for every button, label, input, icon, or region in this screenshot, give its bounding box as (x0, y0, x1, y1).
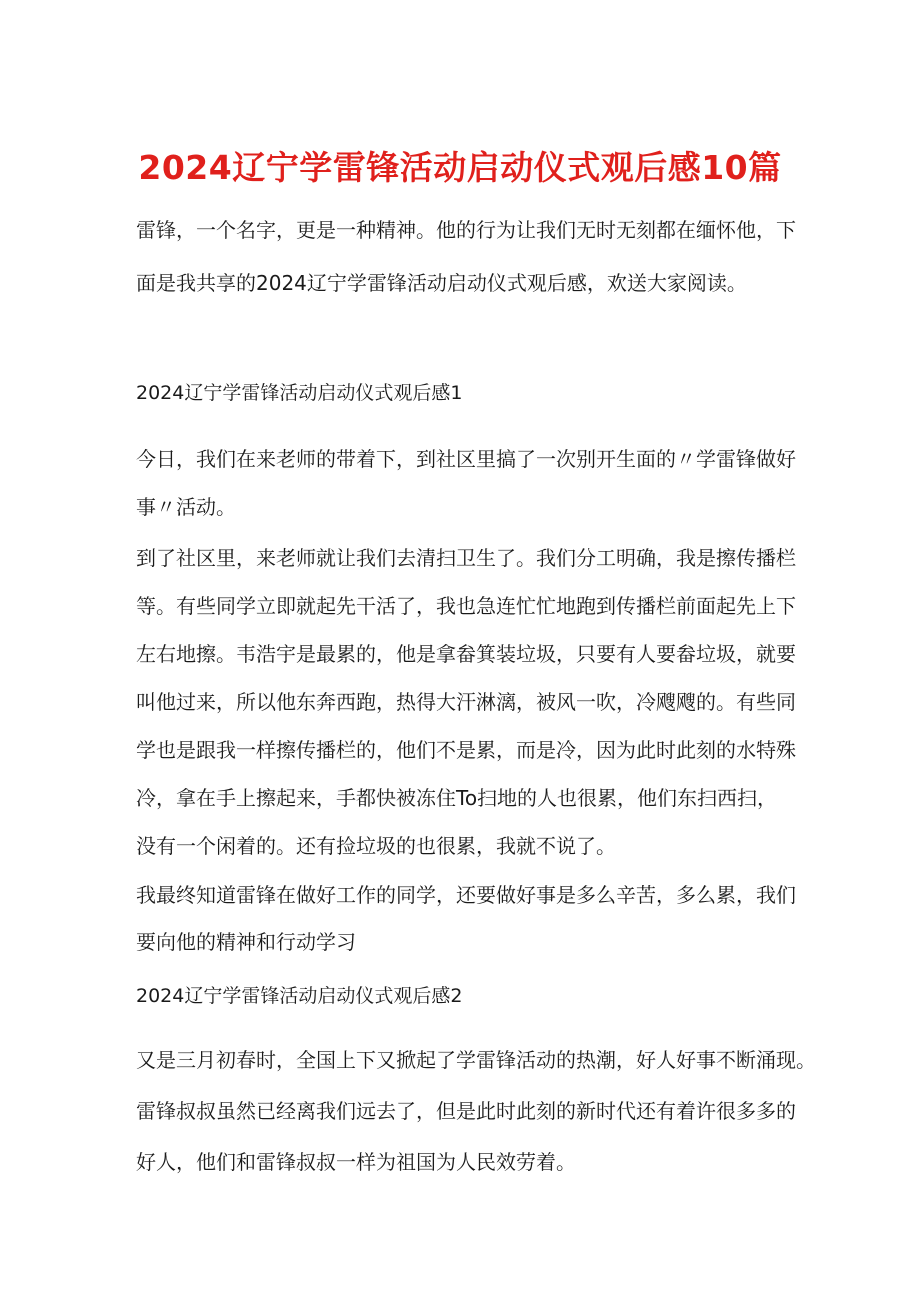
paragraph-line: 雷锋叔叔虽然已经离我们远去了，但是此时此刻的新时代还有着许很多多的 (136, 1099, 796, 1123)
section-heading: 2024辽宁学雷锋活动启动仪式观后感1 (136, 382, 463, 404)
paragraph-line: 学也是跟我一样擦传播栏的，他们不是累，而是冷，因为此时此刻的水特殊 (136, 738, 796, 762)
paragraph-line: 我最终知道雷锋在做好工作的同学，还要做好事是多么辛苦，多么累，我们 (136, 883, 796, 907)
intro-line: 面是我共享的2024辽宁学雷锋活动启动仪式观后感，欢送大家阅读。 (136, 271, 747, 295)
paragraph-line: 等。有些同学立即就起先干活了，我也急连忙忙地跑到传播栏前面起先上下 (136, 594, 796, 618)
intro-line: 雷锋，一个名字，更是一种精神。他的行为让我们无时无刻都在缅怀他，下 (136, 218, 796, 242)
paragraph-line: 没有一个闲着的。还有捡垃圾的也很累，我就不说了。 (136, 834, 616, 858)
paragraph-line: 冷，拿在手上擦起来，手都快被冻住To扫地的人也很累，他们东扫西扫， (136, 786, 778, 810)
document-title: 2024辽宁学雷锋活动启动仪式观后感10篇 (138, 148, 782, 187)
paragraph-line: 又是三月初春时，全国上下又掀起了学雷锋活动的热潮，好人好事不断涌现。 (136, 1048, 816, 1072)
paragraph-line: 到了社区里，来老师就让我们去清扫卫生了。我们分工明确，我是擦传播栏 (136, 546, 796, 570)
paragraph-line: 今日，我们在来老师的带着下，到社区里搞了一次别开生面的〃学雷锋做好 (136, 447, 796, 471)
paragraph-line: 事〃活动。 (136, 495, 236, 519)
paragraph-line: 好人，他们和雷锋叔叔一样为祖国为人民效劳着。 (136, 1150, 576, 1174)
paragraph-line: 要向他的精神和行动学习 (136, 930, 356, 954)
section-heading: 2024辽宁学雷锋活动启动仪式观后感2 (136, 985, 463, 1007)
paragraph-line: 叫他过来，所以他东奔西跑，热得大汗淋漓，被风一吹，冷飕飕的。有些同 (136, 690, 796, 714)
paragraph-line: 左右地擦。韦浩宇是最累的，他是拿畚箕装垃圾，只要有人要畚垃圾，就要 (136, 642, 796, 666)
